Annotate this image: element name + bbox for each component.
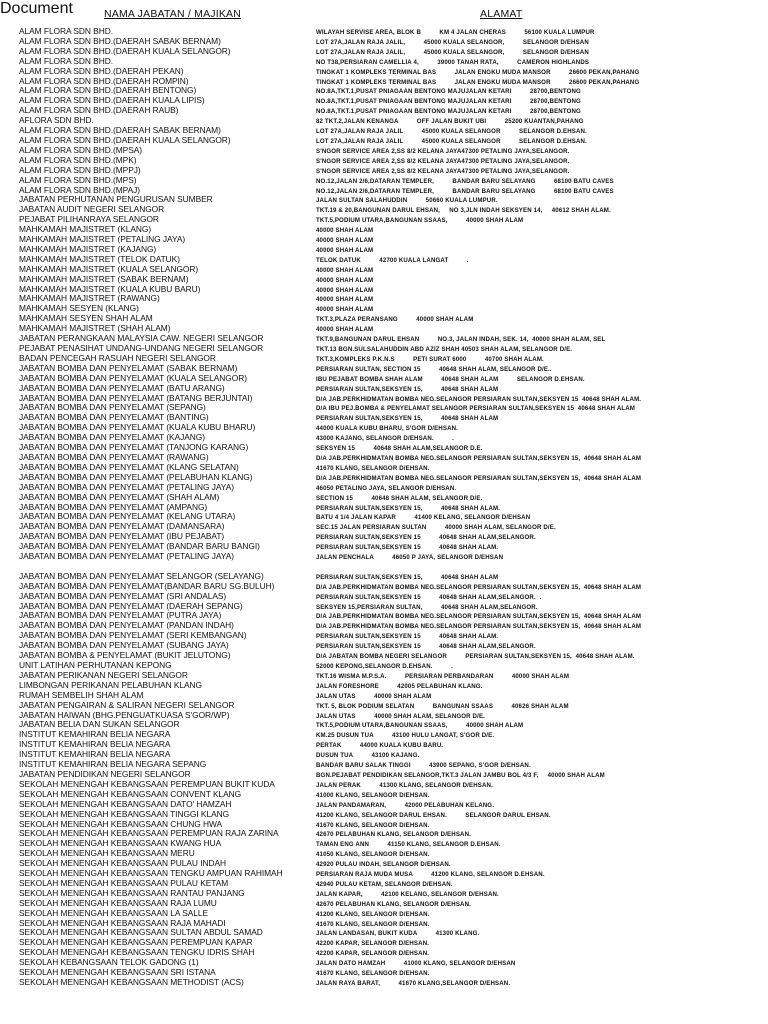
employer-address: D/A JAB.PERKHIDMATAN BOMBA NEG.SELANGOR PERSIARAN SULTAN,SEKSYEN 15, 40648 SHAH ALAM: [316, 583, 642, 591]
employer-address: JALAN RAYA BARAT, 41670 KLANG,SELANGOR D/EHSAN.: [316, 980, 511, 987]
employer-name: JABATAN BOMBA DAN PENYELAMAT (PELABUHAN KLANG): [19, 471, 253, 482]
employer-name: ALAM FLORA SDN BHD.(DAERAH KUALA SELANGOR): [19, 45, 231, 56]
employer-name: JABATAN AUDIT NEGERI SELANGOR: [19, 204, 165, 215]
employer-name: JABATAN BOMBA DAN PENYELAMAT(BANDAR BARU SG.BULUH): [19, 580, 275, 591]
employer-name: SEKOLAH KEBANGSAAN TELOK GADONG (1): [19, 957, 199, 968]
employer-address: KM.25 DUSUN TUA 43100 HULU LANGAT, S'GOR D/E.: [316, 732, 495, 740]
employer-name: SEKOLAH MENENGAH KEBANGSAAN TINGGI KLANG: [19, 808, 230, 819]
employer-address: 40000 SHAH ALAM: [316, 246, 374, 254]
employer-address: 40000 SHAH ALAM: [316, 296, 374, 304]
employer-name: JABATAN BOMBA DAN PENYELAMAT (KUALA SELANGOR): [19, 372, 247, 383]
list-item: [19, 47, 759, 57]
employer-name: MAHKAMAH MAJISTRET (KAJANG): [19, 243, 157, 254]
employer-address: D/A JAB.PERKHIDMATAN BOMBA NEG.SELANGOR PERSIARAN SULTAN,SEKSYEN 15, 40648 SHAH ALAM: [316, 623, 642, 631]
employer-name: JABATAN BOMBA DAN PENYELAMAT (TANJONG KARANG): [19, 442, 249, 453]
employer-address: WILAYAH SERVISE AREA, BLOK B KM 4 JALAN CHERAS 56100 KUALA LUMPUR: [316, 29, 595, 36]
employer-name: JABATAN BOMBA DAN PENYELAMAT (KLANG SELATAN): [19, 461, 239, 472]
employer-address: PERSIARAN SULTAN,SEKSYEN 15 40648 SHAH ALAM.: [316, 633, 499, 641]
employer-address: 42670 PELABUHAN KLANG, SELANGOR D/EHSAN.: [316, 900, 471, 908]
employer-name: LIMBONGAN PERIKANAN PELABUHAN KLANG: [19, 679, 203, 690]
employer-address: PERSIARAN RAJA MUDA MUSA 41200 KLANG, SELANGOR D.EHSAN.: [316, 871, 545, 879]
employer-name: MAHKAMAH SESYEN (KLANG): [19, 303, 139, 314]
employer-name: ALAM FLORA SDN BHD.(DAERAH PEKAN): [19, 65, 184, 76]
employer-address: TKT.16 WISMA M.P.S.A. PERSIARAN PERBANDARAN 40000 SHAH ALAM: [316, 672, 570, 680]
employer-name: ALAM FLORA SDN BHD.: [19, 55, 113, 66]
employer-name: ALAM FLORA SDN BHD.(DAERAH SABAK BERNAM): [19, 35, 221, 46]
employer-address: 41670 KLANG, SELANGOR D/EHSAN.: [316, 821, 430, 829]
list-item: [19, 978, 759, 988]
employer-name: JABATAN BOMBA DAN PENYELAMAT (KUALA KUBU BHARU): [19, 422, 256, 433]
employer-address: BATU 4 1/4 JALAN KAPAR 41400 KELANG, SELANGOR D/EHSAN: [316, 514, 531, 522]
employer-name: PEJABAT PILIHANRAYA SELANGOR: [19, 214, 159, 225]
employer-name: SEKOLAH MENENGAH KEBANGSAAN SULTAN ABDUL SAMAD: [19, 927, 263, 938]
employer-name: ALAM FLORA SDN BHD.(DAERAH SABAK BERNAM): [19, 125, 221, 136]
employer-name: MAHKAMAH MAJISTRET (KLANG): [19, 224, 152, 235]
list-item: [19, 176, 759, 186]
employer-name: JABATAN BOMBA DAN PENYELAMAT (PANDAN INDAH): [19, 620, 234, 631]
employer-address: TKT. 5, BLOK PODIUM SELATAN BANGUNAN SSAAS 40626 SHAH ALAM: [316, 702, 569, 710]
employer-name: JABATAN BOMBA DAN PENYELAMAT (PUTRA JAYA): [19, 610, 222, 621]
employer-address: JALAN SULTAN SALAHUDDIN 50660 KUALA LUMPUR.: [316, 197, 498, 205]
employer-address: 46050 PETALING JAYA, SELANGOR D/EHSAN.: [316, 484, 457, 492]
employer-address: 42920 PULAU INDAH, SELANGOR D/EHSAN.: [316, 861, 451, 869]
employer-address: BGN.PEJABAT PENDIDIKAN SELANGOR,TKT.3 JALAN JAMBU BOL 4/3 F, 40000 SHAH ALAM: [316, 771, 605, 779]
employer-address: JALAN UTAS 40000 SHAH ALAM, SELANGOR D/E.: [316, 712, 486, 720]
directory-list: [19, 27, 759, 988]
employer-name: SEKOLAH MENENGAH KEBANGSAAN PEREMPUAN KAPAR: [19, 937, 253, 948]
employer-name: SEKOLAH MENENGAH KEBANGSAAN PEREMPUAN RAJA ZARINA: [19, 828, 279, 839]
employer-address: DUSUN TUA 43100 KAJANG.: [316, 752, 420, 760]
employer-name: JABATAN BOMBA DAN PENYELAMAT (SABAK BERNAM): [19, 362, 238, 373]
employer-address: PERSIARAN SULTAN,SEKSYEN 15 40648 SHAH ALAM.: [316, 544, 499, 552]
employer-address: JALAN UTAS 40000 SHAH ALAM: [316, 692, 432, 700]
employer-name: JABATAN PENGAIRAN & SALIRAN NEGERI SELANGOR: [19, 699, 235, 710]
employer-name: JABATAN BOMBA DAN PENYELAMAT (SUBANG JAYA): [19, 640, 229, 651]
employer-name: INSTITUT KEMAHIRAN BELIA NEGARA: [19, 729, 171, 740]
employer-address: PERSIARAN SULTAN,SEKSYEN 15, 40648 SHAH ALAM: [316, 385, 499, 393]
employer-address: JALAN PENCHALA 46050 P JAYA, SELANGOR D/EHSAN: [316, 554, 504, 562]
employer-address: 41200 KLANG, SELANGOR D/EHSAN.: [316, 910, 430, 918]
employer-name: JABATAN BOMBA DAN PENYELAMAT (RAWANG): [19, 451, 209, 462]
employer-address: S'NGOR SERVICE AREA 2,SS 8/2 KELANA JAYA47300 PETALING JAYA,SELANGOR.: [316, 147, 570, 155]
employer-name: MAHKAMAH MAJISTRET (SABAK BERNAM): [19, 273, 189, 284]
employer-address: 43000 KAJANG, SELANGOR D/EHSAN. .: [316, 435, 455, 443]
employer-address: 40000 SHAH ALAM: [316, 306, 374, 314]
employer-address: TKT.9,BANGUNAN DARUL EHSAN NO.3, JALAN INDAH, SEK. 14, 40000 SHAH ALAM, SEL: [316, 336, 606, 344]
list-item: [19, 493, 759, 503]
employer-address: PERTAK 44000 KUALA KUBU BARU.: [316, 742, 444, 750]
employer-address: JALAN DATO HAMZAH 41000 KLANG, SELANGOR D/EHSAN: [316, 960, 516, 968]
employer-address: JALAN PERAK 41300 KLANG, SELANGOR D/EHSAN.: [316, 781, 493, 789]
employer-address: 40000 SHAH ALAM: [316, 276, 374, 284]
employer-address: SECTION 15 40648 SHAH ALAM, SELANGOR D/E.: [316, 494, 483, 502]
employer-name: JABATAN PERHUTANAN PENGURUSAN SUMBER: [19, 194, 213, 205]
employer-address: TINGKAT 1 KOMPLEKS TERMINAL BAS JALAN ENGKU MUDA MANSOR 26600 PEKAN,PAHANG: [316, 78, 640, 86]
employer-address: NO.12,JALAN 2/6,DATARAN TEMPLER, BANDAR BARU SELAYANG 68100 BATU CAVES: [316, 177, 614, 185]
employer-address: TELOK DATUK 42700 KUALA LANGAT .: [316, 256, 469, 264]
employer-address: TKT.5,PODIUM UTARA,BANGUNAN SSAAS, 40000 SHAH ALAM: [316, 217, 524, 225]
employer-name: JABATAN BOMBA DAN PENYELAMAT (BATU ARANG): [19, 382, 225, 393]
employer-name: SEKOLAH MENENGAH KEBANGSAAN RANTAU PANJANG: [19, 887, 245, 898]
employer-name: JABATAN BOMBA DAN PENYELAMAT (BATANG BERJUNTAI): [19, 392, 253, 403]
employer-name: MAHKAMAH MAJISTRET (PETALING JAYA): [19, 234, 186, 245]
employer-address: TKT.13 BGN.SULSALAHUDDIN ABD AZIZ SHAH 40503 SHAH ALAM, SELANGOR D/E.: [316, 346, 573, 353]
employer-name: JABATAN BOMBA DAN PENYELAMAT (PETALING JAYA): [19, 551, 234, 562]
employer-address: 41050 KLANG, SELANGOR D/EHSAN.: [316, 851, 430, 859]
employer-name: JABATAN BOMBA DAN PENYELAMAT (IBU PEJABAT): [19, 531, 225, 542]
employer-name: RUMAH SEMBELIH SHAH ALAM: [19, 689, 144, 700]
employer-name: ALAM FLORA SDN BHD.(DAERAH ROMPIN): [19, 75, 189, 86]
employer-name: ALAM FLORA SDN BHD.(DAERAH KUALA SELANGOR): [19, 134, 231, 145]
employer-name: SEKOLAH MENENGAH KEBANGSAAN RAJA LUMU: [19, 897, 217, 908]
employer-name: JABATAN BOMBA DAN PENYELAMAT (KELANG UTARA): [19, 511, 236, 522]
employer-address: JALAN FORESHORE 42005 PELABUHAN KLANG.: [316, 682, 483, 690]
employer-name: MAHKAMAH MAJISTRET (KUALA KUBU BARU): [19, 283, 201, 294]
employer-address: 40000 SHAH ALAM: [316, 286, 374, 294]
employer-name: JABATAN BOMBA DAN PENYELAMAT (DAERAH SEPANG): [19, 600, 243, 611]
employer-address: S'NGOR SERVICE AREA 2,SS 8/2 KELANA JAYA47300 PETALING JAYA,SELANGOR.: [316, 167, 570, 175]
employer-address: D/A IBU PEJ.BOMBA & PENYELAMAT SELANGOR PERSIARAN SULTAN,SEKSYEN 15 40648 SHAH ALAM: [316, 405, 636, 413]
employer-name: SEKOLAH MENENGAH KEBANGSAAN MERU: [19, 848, 195, 859]
employer-name: JABATAN BOMBA DAN PENYELAMAT (DAMANSARA): [19, 521, 225, 532]
employer-name: SEKOLAH MENENGAH KEBANGSAAN LA SALLE: [19, 907, 209, 918]
employer-name: INSTITUT KEMAHIRAN BELIA NEGARA: [19, 749, 171, 760]
employer-name: SEKOLAH MENENGAH KEBANGSAAN METHODIST (ACS): [19, 977, 244, 987]
employer-name: MAHKAMAH MAJISTRET (KUALA SELANGOR): [19, 263, 199, 274]
employer-address: NO.12,JALAN 2/6,DATARAN TEMPLER, BANDAR BARU SELAYANG 68100 BATU CAVES: [316, 187, 614, 195]
employer-name: JABATAN BOMBA DAN PENYELAMAT (SRI ANDALAS): [19, 590, 227, 601]
employer-address: 41670 KLANG, SELANGOR D/EHSAN.: [316, 464, 430, 472]
employer-address: 41000 KLANG, SELANGOR D/EHSAN.: [316, 791, 430, 799]
employer-name: SEKOLAH MENENGAH KEBANGSAAN DATO' HAMZAH: [19, 798, 232, 809]
employer-address: PERSIARAN SULTAN, SECTION 15 40648 SHAH ALAM, SELANGOR D/E..: [316, 365, 552, 373]
employer-address: PERSIARAN SULTAN,SEKSYEN 15, 40648 SHAH ALAM.: [316, 504, 501, 512]
employer-address: PERSIARAN SULTAN,SEKSYEN 15, 40648 SHAH ALAM: [316, 573, 499, 581]
employer-address: PERSIARAN SULTAN,SEKSYEN 15 40648 SHAH ALAM,SELANGOR. .: [316, 593, 542, 601]
employer-address: 42200 KAPAR, SELANGOR D/EHSAN.: [316, 950, 430, 958]
employer-name: JABATAN BOMBA DAN PENYELAMAT SELANGOR (SELAYANG): [19, 570, 264, 581]
employer-name: JABATAN BOMBA DAN PENYELAMAT (SHAH ALAM): [19, 491, 220, 502]
column-header-address: ALAMAT: [480, 8, 523, 20]
employer-address: D/A JAB.PERKHIDMATAN BOMBA NEG.SELANGOR PERSIARAN SULTAN,SEKSYEN 15 40648 SHAH ALAM.: [316, 395, 642, 403]
employer-name: MAHKAMAH SESYEN SHAH ALAM: [19, 313, 153, 324]
employer-address: 42200 KAPAR, SELANGOR D/EHSAN.: [316, 940, 430, 948]
employer-address: LOT 27A,JALAN RAJA JALIL, 45000 KUALA SELANGOR, SELANGOR D/EHSAN: [316, 38, 589, 46]
employer-address: 42940 PULAU KETAM, SELANGOR D/EHSAN.: [316, 880, 453, 888]
employer-name: MAHKAMAH MAJISTRET (RAWANG): [19, 293, 160, 304]
employer-address: SEKSYEN 15 40648 SHAH ALAM,SELANGOR D.E.: [316, 445, 483, 453]
employer-name: JABATAN BOMBA DAN PENYELAMAT (BANDAR BARU BANGI): [19, 541, 260, 552]
employer-name: ALAM FLORA SDN BHD.(MPS): [19, 174, 137, 185]
employer-name: JABATAN BOMBA DAN PENYELAMAT (SERI KEMBANGAN): [19, 630, 247, 641]
employer-name: JABATAN BOMBA DAN PENYELAMAT (AMPANG): [19, 501, 208, 512]
employer-name: ALAM FLORA SDN BHD.(MPK): [19, 154, 137, 165]
employer-name: INSTITUT KEMAHIRAN BELIA NEGARA: [19, 739, 171, 750]
employer-address: LOT 27A,JALAN RAJA JALIL 45000 KUALA SELANGOR SELANGOR D.EHSAN.: [316, 128, 587, 136]
employer-name: JABATAN BOMBA DAN PENYELAMAT (PETALING JAYA): [19, 481, 234, 492]
employer-name: JABATAN PERIKANAN NEGERI SELANGOR: [19, 669, 188, 680]
employer-address: JALAN LANDASAN, BUKIT KUDA 41300 KLANG.: [316, 930, 480, 938]
employer-address: 82 TKT.2,JALAN KENANGA OFF JALAN BUKIT UBI 25200 KUANTAN,PAHANG: [316, 118, 584, 126]
list-item: [19, 552, 759, 562]
employer-address: 40000 SHAH ALAM: [316, 326, 374, 334]
employer-address: 40000 SHAH ALAM: [316, 227, 374, 235]
employer-address: PERSIARAN SULTAN,SEKSYEN 15 40648 SHAH ALAM,SELANGOR.: [316, 534, 536, 542]
employer-address: JALAN KAPAR, 42100 KELANG, SELANGOR D/EHSAN.: [316, 890, 499, 898]
employer-name: ALAM FLORA SDN BHD.(MPPJ): [19, 164, 141, 175]
employer-address: TKT.3,PLAZA PERANSANG 40000 SHAH ALAM: [316, 316, 474, 324]
employer-address: JALAN PANDAMARAN, 42000 PELABUHAN KELANG.: [316, 801, 495, 809]
employer-name: SEKOLAH MENENGAH KEBANGSAAN PULAU INDAH: [19, 858, 227, 869]
employer-address: 42670 PELABUHAN KLANG, SELANGOR D/EHSAN.: [316, 831, 471, 839]
employer-name: UNIT LATIHAN PERHUTANAN KEPONG: [19, 660, 172, 670]
employer-address: NO.8A,TKT.1,PUSAT PNIAGAAN BENTONG MAJUJALAN KETARI 28700,BENTONG: [316, 108, 581, 116]
employer-address: PERSIARAN SULTAN,SEKSYEN 15 40648 SHAH ALAM,SELANGOR.: [316, 643, 536, 651]
employer-name: SEKOLAH MENENGAH KEBANGSAAN SRI ISTANA: [19, 967, 216, 978]
employer-name: JABATAN BOMBA DAN PENYELAMAT (SEPANG): [19, 402, 206, 413]
employer-address: IBU PEJABAT BOMBA SHAH ALAM 40648 SHAH ALAM SELANGOR D.EHSAN.: [316, 375, 585, 383]
employer-address: D/A JABATAN BOMBA NEGERI SELANGOR PERSIARAN SULTAN,SEKSYEN 15, 40648 SHAH ALAM.: [316, 653, 635, 661]
employer-address: 52000 KEPONG,SELANGOR D.EHSAN. .: [316, 663, 453, 670]
employer-name: ALAM FLORA SDN BHD.(DAERAH BENTONG): [19, 85, 197, 96]
employer-name: ALAM FLORA SDN BHD.(MPSA): [19, 144, 143, 155]
list-item: [19, 810, 759, 820]
employer-address: LOT 27A,JALAN RAJA JALIL, 45000 KUALA SELANGOR, SELANGOR D/EHSAN: [316, 48, 589, 56]
employer-address: NO.8A,TKT.1,PUSAT PNIAGAAN BENTONG MAJUJALAN KETARI 28700,BENTONG: [316, 98, 581, 106]
employer-name: SEKOLAH MENENGAH KEBANGSAAN PEREMPUAN BUKIT KUDA: [19, 778, 275, 789]
employer-name: SEKOLAH MENENGAH KEBANGSAAN CHUNG HWA: [19, 818, 223, 829]
employer-address: 40000 SHAH ALAM: [316, 237, 374, 245]
employer-address: 44000 KUALA KUBU BHARU, S'GOR D/EHSAN.: [316, 425, 459, 433]
employer-name: INSTITUT KEMAHIRAN BELIA NEGARA SEPANG: [19, 759, 207, 770]
employer-name: MAHKAMAH MAJISTRET (TELOK DATUK): [19, 253, 180, 264]
employer-address: 41670 KLANG, SELANGOR D/EHSAN.: [316, 920, 430, 928]
employer-address: PERSIARAN SULTAN,SEKSYEN 15, 40648 SHAH ALAM: [316, 415, 499, 423]
employer-name: JABATAN HAIWAN (BHG.PENGUATKUASA S'GOR/WP): [19, 709, 230, 720]
employer-name: JABATAN BOMBA & PENYELAMAT (BUKIT JELUTONG): [19, 650, 231, 661]
employer-address: 41200 KLANG, SELANGOR DARUL EHSAN. SELANGOR DARUL EHSAN.: [316, 811, 551, 819]
employer-address: BANDAR BARU SALAK TINGGI 43900 SEPANG, S'GOR D/EHSAN.: [316, 762, 531, 770]
employer-address: SEC.15 JALAN PERSIARAN SULTAN 40000 SHAH ALAM, SELANGOR D/E.: [316, 524, 556, 532]
employer-address: NO T38,PERSIARAN CAMELLIA 4, 39000 TANAH RATA, CAMERON HIGHLANDS: [316, 58, 590, 66]
employer-name: ALAM FLORA SDN BHD.(MPAJ): [19, 184, 140, 195]
employer-address: TAMAN ENG ANN 41150 KLANG, SELANGOR D.EHSAN.: [316, 841, 501, 849]
employer-address: NO.8A,TKT.1,PUSAT PNIAGAAN BENTONG MAJUJALAN KETARI 28700,BENTONG: [316, 88, 581, 96]
list-item: [19, 106, 759, 116]
employer-address: TINGKAT 1 KOMPLEKS TERMINAL BAS JALAN ENGKU MUDA MANSOR 26600 PEKAN,PAHANG: [316, 68, 640, 76]
employer-name: ALAM FLORA SDN BHD.(DAERAH KUALA LIPIS): [19, 95, 205, 106]
employer-address: S'NGOR SERVICE AREA 2,SS 8/2 KELANA JAYA47300 PETALING JAYA,SELANGOR.: [316, 157, 570, 165]
employer-address: SEKSYEN 15,PERSIARAN SULTAN, 40648 SHAH ALAM,SELANGOR.: [316, 603, 538, 611]
employer-address: D/A JAB.PERKHIDMATAN BOMBA NEG.SELANGOR PERSIARAN SULTAN,SEKSYEN 15, 40648 SHAH ALAM: [316, 454, 642, 462]
employer-name: SEKOLAH MENENGAH KEBANGSAAN PULAU KETAM: [19, 877, 229, 888]
employer-name: JABATAN PERANGKAAN MALAYSIA CAW. NEGERI SELANGOR: [19, 333, 264, 344]
employer-address: TKT.3,KOMPLEKS P.K.N.S PETI SURAT 6000 40700 SHAH ALAM.: [316, 355, 544, 363]
employer-name: SEKOLAH MENENGAH KEBANGSAAN RAJA MAHADI: [19, 917, 226, 928]
employer-address: 40000 SHAH ALAM: [316, 266, 374, 274]
employer-name: BADAN PENCEGAH RASUAH NEGERI SELANGOR: [19, 352, 216, 363]
employer-address: D/A JAB.PERKHIDMATAN BOMBA NEG.SELANGOR PERSIARAN SULTAN,SEKSYEN 15, 40648 SHAH ALAM: [316, 474, 642, 482]
employer-name: ALAM FLORA SDN BHD.(DAERAH RAUB): [19, 105, 179, 116]
employer-address: TKT.5,PODIUM UTARA,BANGUNAN SSAAS, 40000 SHAH ALAM: [316, 722, 524, 730]
employer-name: SEKOLAH MENENGAH KEBANGSAAN TENGKU IDRIS SHAH: [19, 947, 255, 958]
employer-name: JABATAN BOMBA DAN PENYELAMAT (KAJANG): [19, 432, 206, 443]
employer-address: D/A JAB.PERKHIDMATAN BOMBA NEG.SELANGOR PERSIARAN SULTAN,SEKSYEN 15, 40648 SHAH ALAM: [316, 613, 642, 621]
employer-address: 41670 KLANG, SELANGOR D/EHSAN.: [316, 970, 430, 978]
employer-name: AFLORA SDN BHD.: [19, 115, 94, 126]
employer-name: MAHKAMAH MAJISTRET (SHAH ALAM): [19, 323, 171, 334]
employer-name: SEKOLAH MENENGAH KEBANGSAAN TENGKU AMPUAN RAHIMAH: [19, 868, 283, 879]
employer-name: SEKOLAH MENENGAH KEBANGSAAN CONVENT KLANG: [19, 788, 242, 799]
employer-address: TKT.19 & 20,BANGUNAN DARUL EHSAN, NO 3,JLN INDAH SEKSYEN 14, 40612 SHAH ALAM.: [316, 207, 611, 215]
column-header-name: NAMA JABATAN / MAJIKAN: [104, 8, 242, 20]
employer-address: LOT 27A,JALAN RAJA JALIL 45000 KUALA SELANGOR SELANGOR D.EHSAN.: [316, 137, 587, 145]
employer-name: JABATAN BELIA DAN SUKAN SELANGOR: [19, 719, 180, 730]
employer-name: JABATAN BOMBA DAN PENYELAMAT (BANTING): [19, 412, 209, 423]
employer-name: ALAM FLORA SDN BHD.: [19, 26, 113, 36]
employer-name: PEJABAT PENASIHAT UNDANG-UNDANG NEGERI SELANGOR: [19, 343, 264, 353]
employer-name: SEKOLAH MENENGAH KEBANGSAAN KWANG HUA: [19, 838, 222, 849]
employer-name: JABATAN PENDIDIKAN NEGERI SELANGOR: [19, 768, 191, 779]
